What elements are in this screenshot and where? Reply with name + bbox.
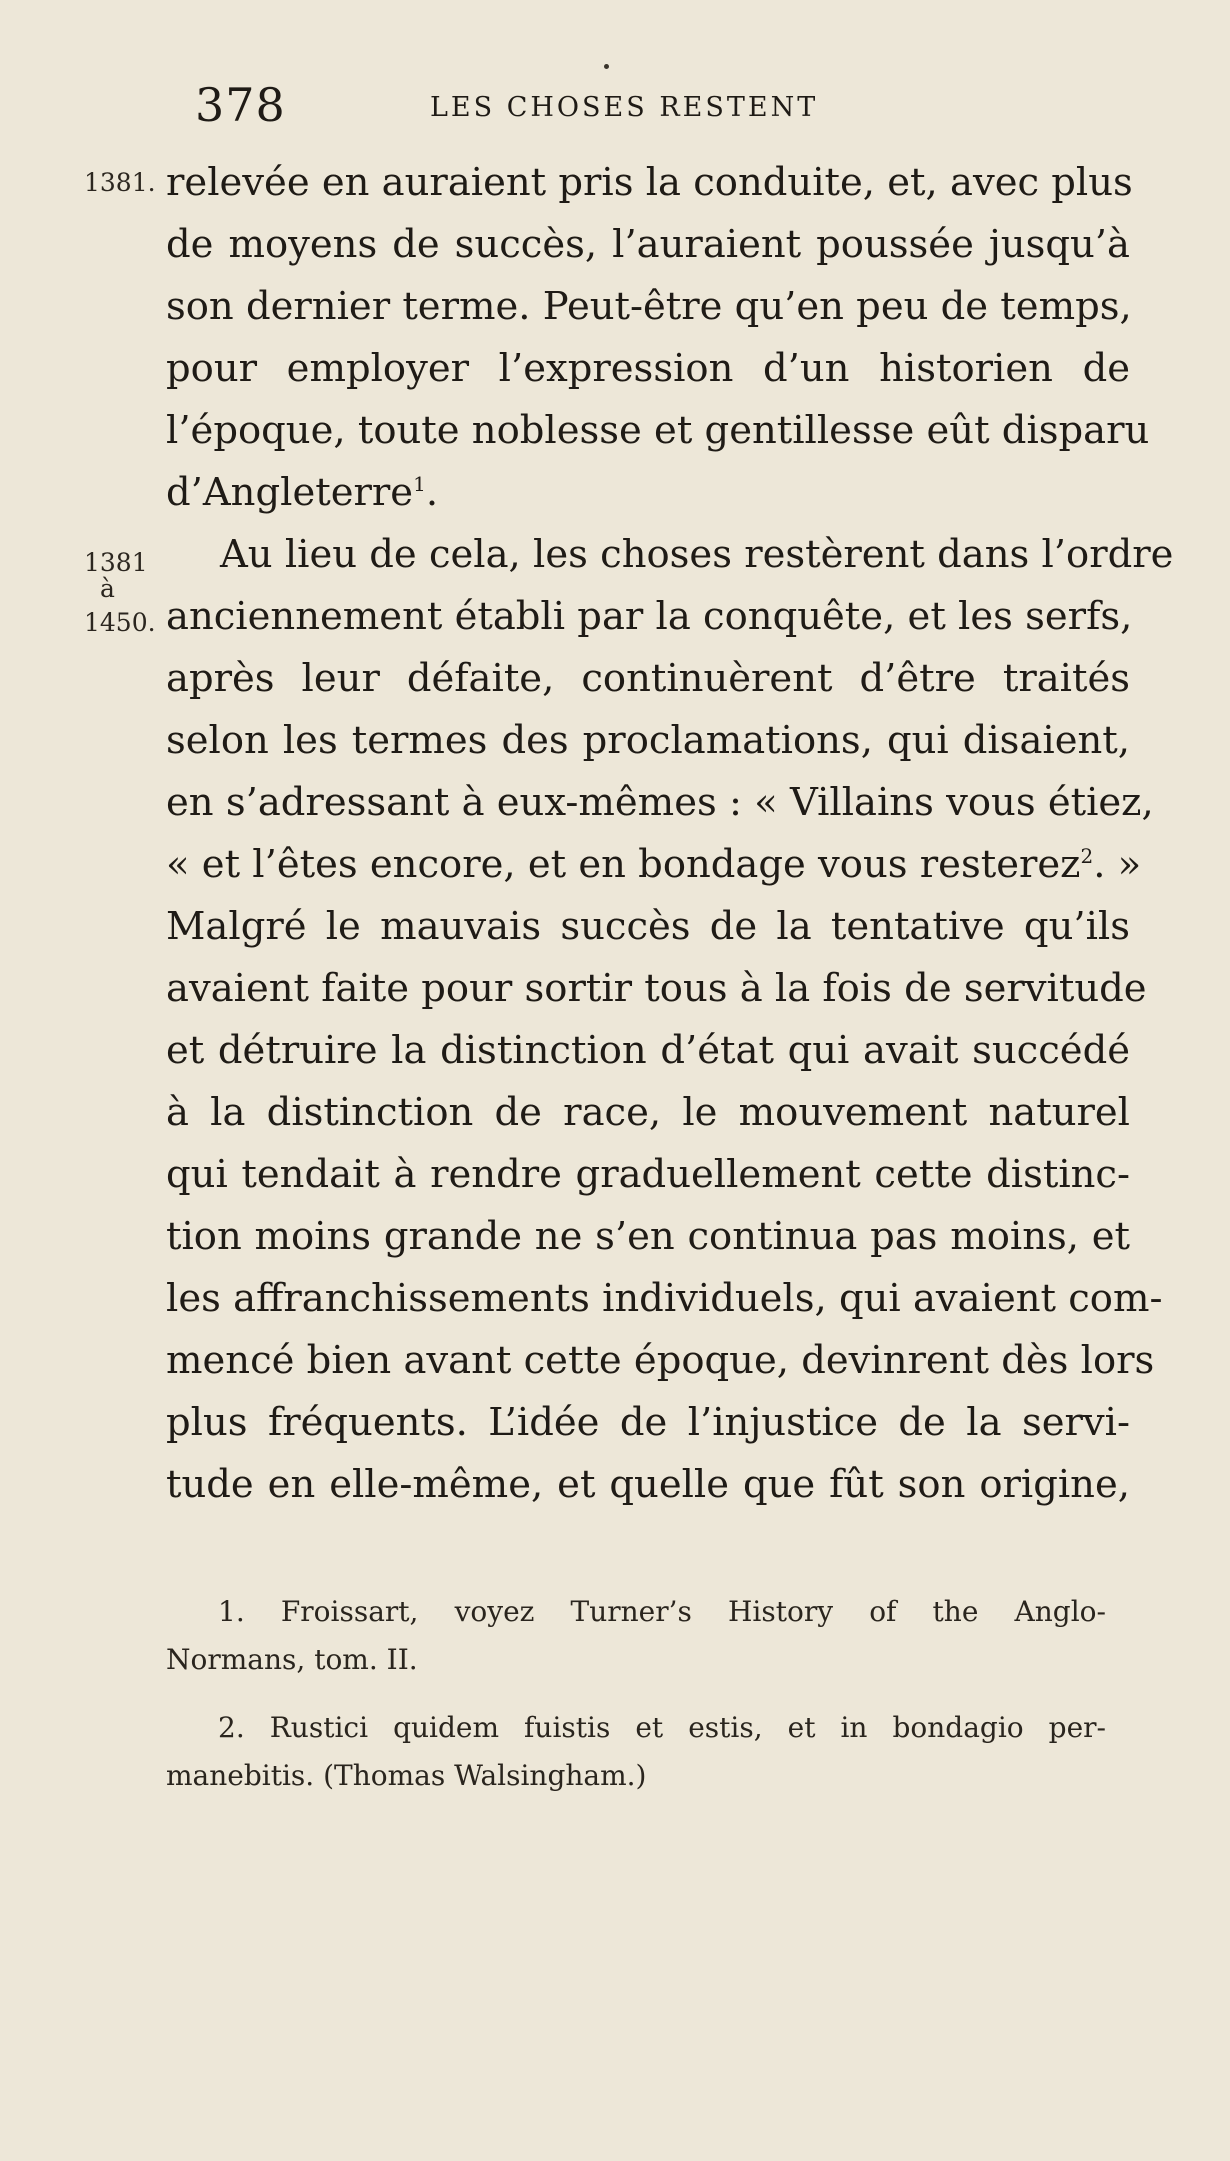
ref-punctuation: . — [425, 470, 439, 515]
footnote-ref-2: 2 — [1080, 844, 1094, 869]
page-number: 378 — [195, 78, 286, 132]
footnote-1-line: Normans, tom. II. — [166, 1643, 418, 1676]
body-line-text: « et l’êtes encore, et en bondage vous resterez — [166, 842, 1081, 887]
body-line: Malgré le mauvais succès de la tentative qu’ils — [166, 904, 1130, 949]
body-line: tude en elle-même, et quelle que fût son origine, — [166, 1462, 1130, 1507]
body-line: selon les termes des proclamations, qui disaient, — [166, 718, 1130, 763]
body-line: en s’adressant à eux-mêmes : « Villains vous étiez, — [166, 780, 1154, 825]
body-line: tion moins grande ne s’en continua pas moins, et — [166, 1214, 1130, 1259]
body-line: et détruire la distinction d’état qui avait succédé — [166, 1028, 1130, 1073]
body-line: l’époque, toute noblesse et gentillesse eût disparu — [166, 408, 1150, 453]
body-line: les affranchissements individuels, qui avaient com- — [166, 1276, 1163, 1321]
body-line: après leur défaite, continuèrent d’être traités — [166, 656, 1130, 701]
ref-punctuation: . » — [1093, 842, 1142, 887]
footnote-2-line: 2. Rustici quidem fuistis et estis, et in bondagio per- — [218, 1711, 1106, 1744]
margin-note-year-end: 1450. — [84, 608, 156, 637]
running-head: LES CHOSES RESTENT — [430, 92, 819, 123]
body-line: pour employer l’expression d’un historien de — [166, 346, 1130, 391]
body-line: à la distinction de race, le mouvement naturel — [166, 1090, 1130, 1135]
footnote-ref-1: 1 — [413, 472, 426, 497]
body-line: Au lieu de cela, les choses restèrent dans l’ordre — [220, 532, 1174, 577]
body-line: avaient faite pour sortir tous à la fois de servitude — [166, 966, 1147, 1011]
margin-note-year-start: 1381 — [84, 548, 148, 577]
body-line: qui tendait à rendre graduellement cette distinc- — [166, 1152, 1130, 1197]
margin-note-separator: à — [100, 574, 115, 603]
body-line-with-ref — [166, 470, 1130, 515]
body-line: plus fréquents. L’idée de l’injustice de la servi- — [166, 1400, 1130, 1445]
body-line: son dernier terme. Peut-être qu’en peu de temps, — [166, 284, 1132, 329]
print-speck — [604, 64, 609, 69]
margin-note-year: 1381. — [84, 168, 156, 197]
footnote-2-line: manebitis. (Thomas Walsingham.) — [166, 1759, 647, 1792]
body-line: mencé bien avant cette époque, devinrent dès lors — [166, 1338, 1155, 1383]
body-line-with-ref — [166, 842, 1142, 887]
body-line: de moyens de succès, l’auraient poussée jusqu’à — [166, 222, 1130, 267]
footnote-1-line: 1. Froissart, voyez Turner’s History of the Anglo- — [218, 1595, 1106, 1628]
body-line: relevée en auraient pris la conduite, et, avec plus — [166, 160, 1133, 205]
body-line: anciennement établi par la conquête, et les serfs, — [166, 594, 1133, 639]
body-line-text: d’Angleterre — [166, 470, 414, 515]
